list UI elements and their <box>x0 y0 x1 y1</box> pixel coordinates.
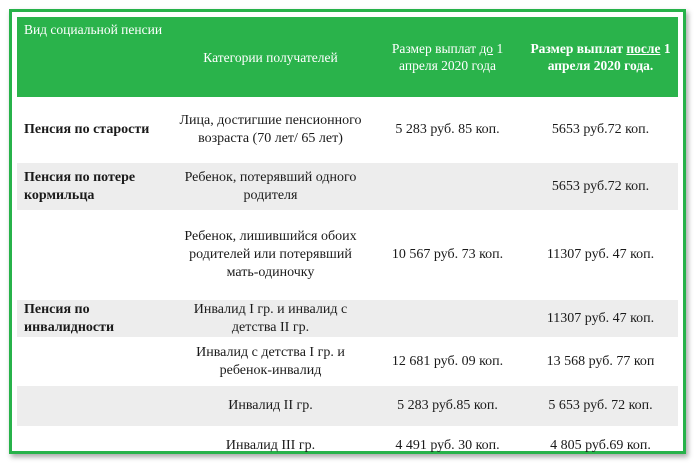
amount-before-cell: 4 491 руб. 30 коп. <box>395 438 500 453</box>
pension-type-cell <box>17 426 169 466</box>
amount-after-cell: 11307 руб. 47 коп. <box>546 247 655 262</box>
pension-table-frame <box>9 9 686 454</box>
table-row <box>17 97 678 163</box>
amount-before-cell: 10 567 руб. 73 коп. <box>391 247 504 262</box>
amount-after-cell: 5 653 руб. 72 коп. <box>523 386 678 426</box>
header-pension-type: Вид социальной пенсии <box>17 17 169 97</box>
table-row <box>17 163 678 210</box>
pension-type-cell <box>17 210 169 300</box>
table-row <box>17 337 678 386</box>
table-row <box>17 386 678 426</box>
category-cell: Ребенок, лишившийся обоих родителей или потерявший мать-одиночку <box>184 229 357 280</box>
category-cell: Инвалид с детства I гр. и ребенок-инвалид <box>196 344 345 378</box>
amount-after-cell: 11307 руб. 47 коп. <box>523 300 678 337</box>
header-after-april: Размер выплат после 1 апреля 2020 года. <box>523 17 678 97</box>
header-recipient-category: Категории получателей <box>169 17 372 97</box>
amount-before-cell <box>372 163 523 210</box>
table-header-row <box>17 17 678 97</box>
amount-after-cell: 5653 руб.72 коп. <box>523 163 678 210</box>
category-cell: Инвалид III гр. <box>225 438 316 453</box>
category-cell: Лица, достигшие пенсионного возраста (70 лет/ 65 лет) <box>179 113 362 146</box>
header-before-april: Размер выплат до 1 апреля 2020 года <box>372 17 523 97</box>
pension-type-cell: Пенсия по потере кормильца <box>17 163 169 210</box>
amount-after-cell: 4 805 руб.69 коп. <box>550 438 651 453</box>
amount-after-cell: 13 568 руб. 77 коп <box>546 353 655 369</box>
amount-before-cell: 5 283 руб. 85 коп. <box>395 122 500 137</box>
pension-table <box>17 17 678 466</box>
category-cell: Ребенок, потерявший одного родителя <box>169 163 372 210</box>
table-row <box>17 210 678 300</box>
pension-type-cell <box>17 386 169 426</box>
amount-before-cell <box>372 300 523 337</box>
amount-before-cell: 5 283 руб.85 коп. <box>372 386 523 426</box>
category-cell: Инвалид II гр. <box>169 386 372 426</box>
pension-type-cell: Пенсия по инвалидности <box>17 300 169 337</box>
pension-type-cell: Пенсия по старости <box>24 122 150 137</box>
amount-after-cell: 5653 руб.72 коп. <box>551 122 650 137</box>
pension-type-cell <box>17 337 169 386</box>
amount-before-cell: 12 681 руб. 09 коп. <box>391 353 504 369</box>
category-cell: Инвалид I гр. и инвалид с детства II гр. <box>169 300 372 337</box>
table-row <box>17 426 678 466</box>
table-row <box>17 300 678 337</box>
